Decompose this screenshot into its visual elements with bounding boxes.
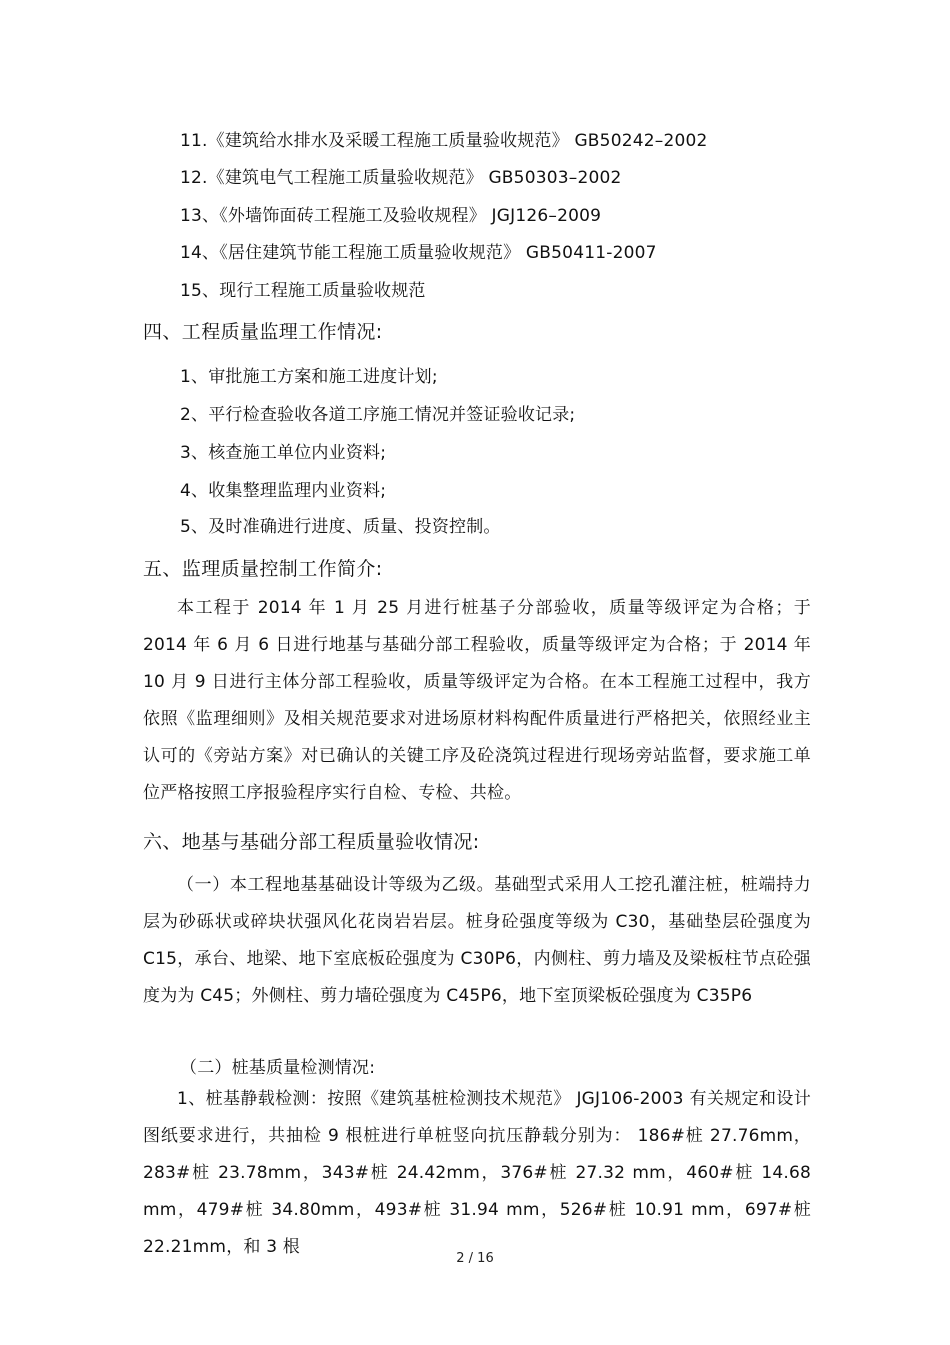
standard-item-14: 14、《居住建筑节能工程施工质量验收规范》 GB50411-2007 bbox=[180, 243, 657, 263]
section4-item-2: 2、平行检查验收各道工序施工情况并签证验收记录; bbox=[180, 405, 576, 425]
section4-item-3: 3、核查施工单位内业资料; bbox=[180, 443, 387, 463]
page-number: 2 / 16 bbox=[456, 1251, 494, 1266]
standard-item-13: 13、《外墙饰面砖工程施工及验收规程》 JGJ126–2009 bbox=[180, 206, 602, 226]
section6-heading: 六、地基与基础分部工程质量验收情况: bbox=[143, 831, 480, 853]
section4-item-4: 4、收集整理监理内业资料; bbox=[180, 481, 387, 501]
standard-item-15: 15、现行工程施工质量验收规范 bbox=[180, 281, 426, 301]
standard-item-12: 12.《建筑电气工程施工质量验收规范》 GB50303–2002 bbox=[180, 168, 622, 188]
section6-paragraph-2: 1、桩基静载检测：按照《建筑基桩检测技术规范》 JGJ106-2003 有关规定和设计图纸要求进行，共抽检 9 根桩进行单桩竖向抗压静载分别为： 186#桩 27.76mm，283#桩 23.78mm，343#桩 24.42mm，376#桩 27.32 mm，460#桩 14.68 mm，479#桩 34.80mm，493#桩 31.94 mm，526#桩 10.91 mm，697#桩 22.21mm，和 3 根 bbox=[143, 1089, 811, 1257]
section4-item-1: 1、审批施工方案和施工进度计划; bbox=[180, 367, 438, 387]
section6-subheading: （二）桩基质量检测情况: bbox=[180, 1058, 376, 1078]
standard-item-11: 11.《建筑给水排水及采暖工程施工质量验收规范》 GB50242–2002 bbox=[180, 131, 708, 151]
section5-heading: 五、监理质量控制工作简介: bbox=[143, 558, 383, 580]
section6-paragraph-1: （一）本工程地基基础设计等级为乙级。基础型式采用人工挖孔灌注桩，桩端持力层为砂砾状或碎块状强风化花岗岩岩层。桩身砼强度等级为 C30，基础垫层砼强度为 C15，承台、地梁、地下室底板砼强度为 C30P6，内侧柱、剪力墙及及梁板柱节点砼强度为为 C45；外侧柱、剪力墙砼强度为 C45P6，地下室顶梁板砼强度为 C35P6 bbox=[143, 875, 811, 1006]
section4-heading: 四、工程质量监理工作情况: bbox=[143, 321, 383, 343]
section5-paragraph: 本工程于 2014 年 1 月 25 月进行桩基子分部验收，质量等级评定为合格；于 2014 年 6 月 6 日进行地基与基础分部工程验收，质量等级评定为合格；于 2014 年 10 月 9 日进行主体分部工程验收，质量等级评定为合格。在本工程施工过程中，我方依照《监理细则》及相关规范要求对进场原材料构配件质量进行严格把关，依照经业主认可的《旁站方案》对已确认的关键工序及砼浇筑过程进行现场旁站监督，要求施工单位严格按照工序报验程序实行自检、专检、共检。 bbox=[143, 598, 811, 803]
section4-item-5: 5、及时准确进行进度、质量、投资控制。 bbox=[180, 517, 501, 537]
